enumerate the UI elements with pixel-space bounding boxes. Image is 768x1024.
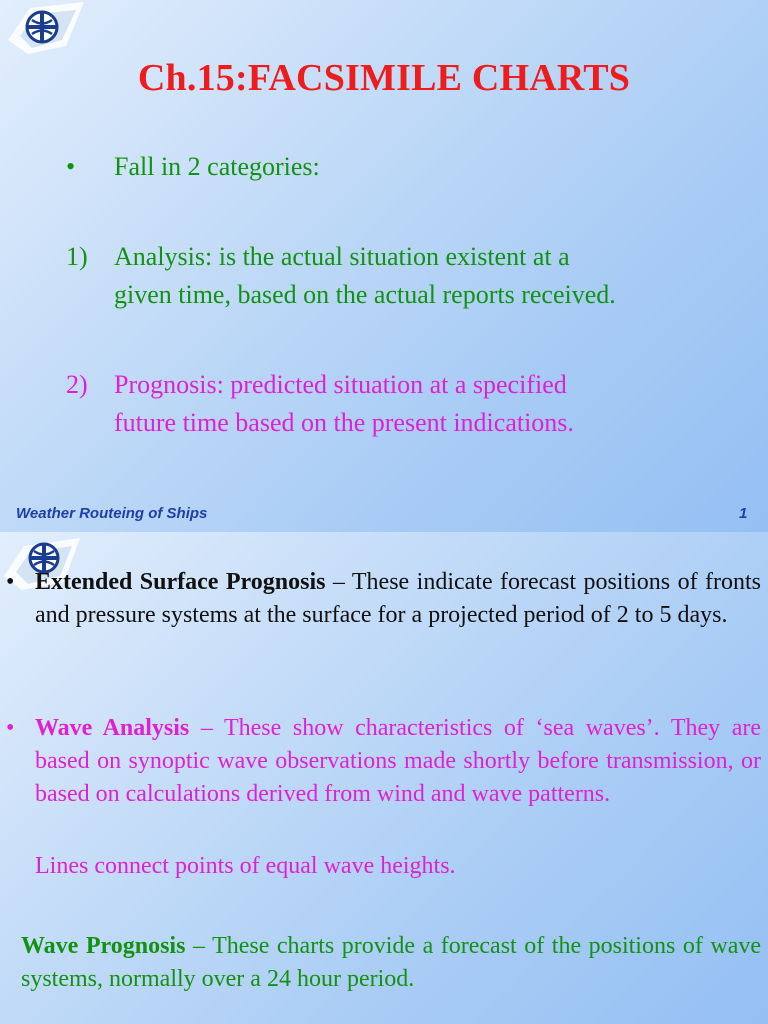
term: Extended Surface Prognosis — [35, 569, 326, 595]
paragraph-extended-surface-prognosis — [35, 566, 761, 632]
description: – These show characteristics of ‘sea waves’. They are based on synoptic wave observations made shortly before transmission, or based on calculations derived from wind and wave patterns. — [35, 715, 761, 807]
term: Wave Analysis — [35, 715, 190, 741]
page-number: 1 — [739, 505, 748, 522]
description: – These charts provide a forecast of the positions of wave systems, normally over a 24 hour period. — [21, 933, 761, 992]
bullet-symbol: • — [6, 715, 15, 741]
slide-2 — [0, 532, 768, 1024]
bullet-text: Fall in 2 categories: — [114, 152, 320, 181]
term: Wave Prognosis — [21, 933, 186, 959]
slide-title: Ch.15:FACSIMILE CHARTS — [137, 57, 631, 99]
bullet-symbol: • — [66, 152, 76, 181]
paragraph-wave-prognosis — [21, 930, 761, 996]
item-line: future time based on the present indications. — [114, 408, 574, 437]
item-line: Analysis: is the actual situation existent at a — [114, 242, 570, 271]
item-line: given time, based on the actual reports received. — [114, 280, 616, 309]
paragraph-wave-analysis-note: Lines connect points of equal wave heights. — [35, 853, 456, 879]
institution-logo-icon — [0, 0, 84, 56]
description: – These indicate forecast positions of fronts and pressure systems at the surface for a projected period of 2 to 5 days. — [35, 569, 761, 628]
bullet-symbol: • — [6, 569, 15, 595]
item-line: Prognosis: predicted situation at a specified — [114, 370, 567, 399]
item-number: 2) — [66, 370, 88, 399]
footer-title: Weather Routeing of Ships — [16, 505, 208, 522]
item-number: 1) — [66, 242, 88, 271]
paragraph-wave-analysis — [35, 712, 761, 811]
